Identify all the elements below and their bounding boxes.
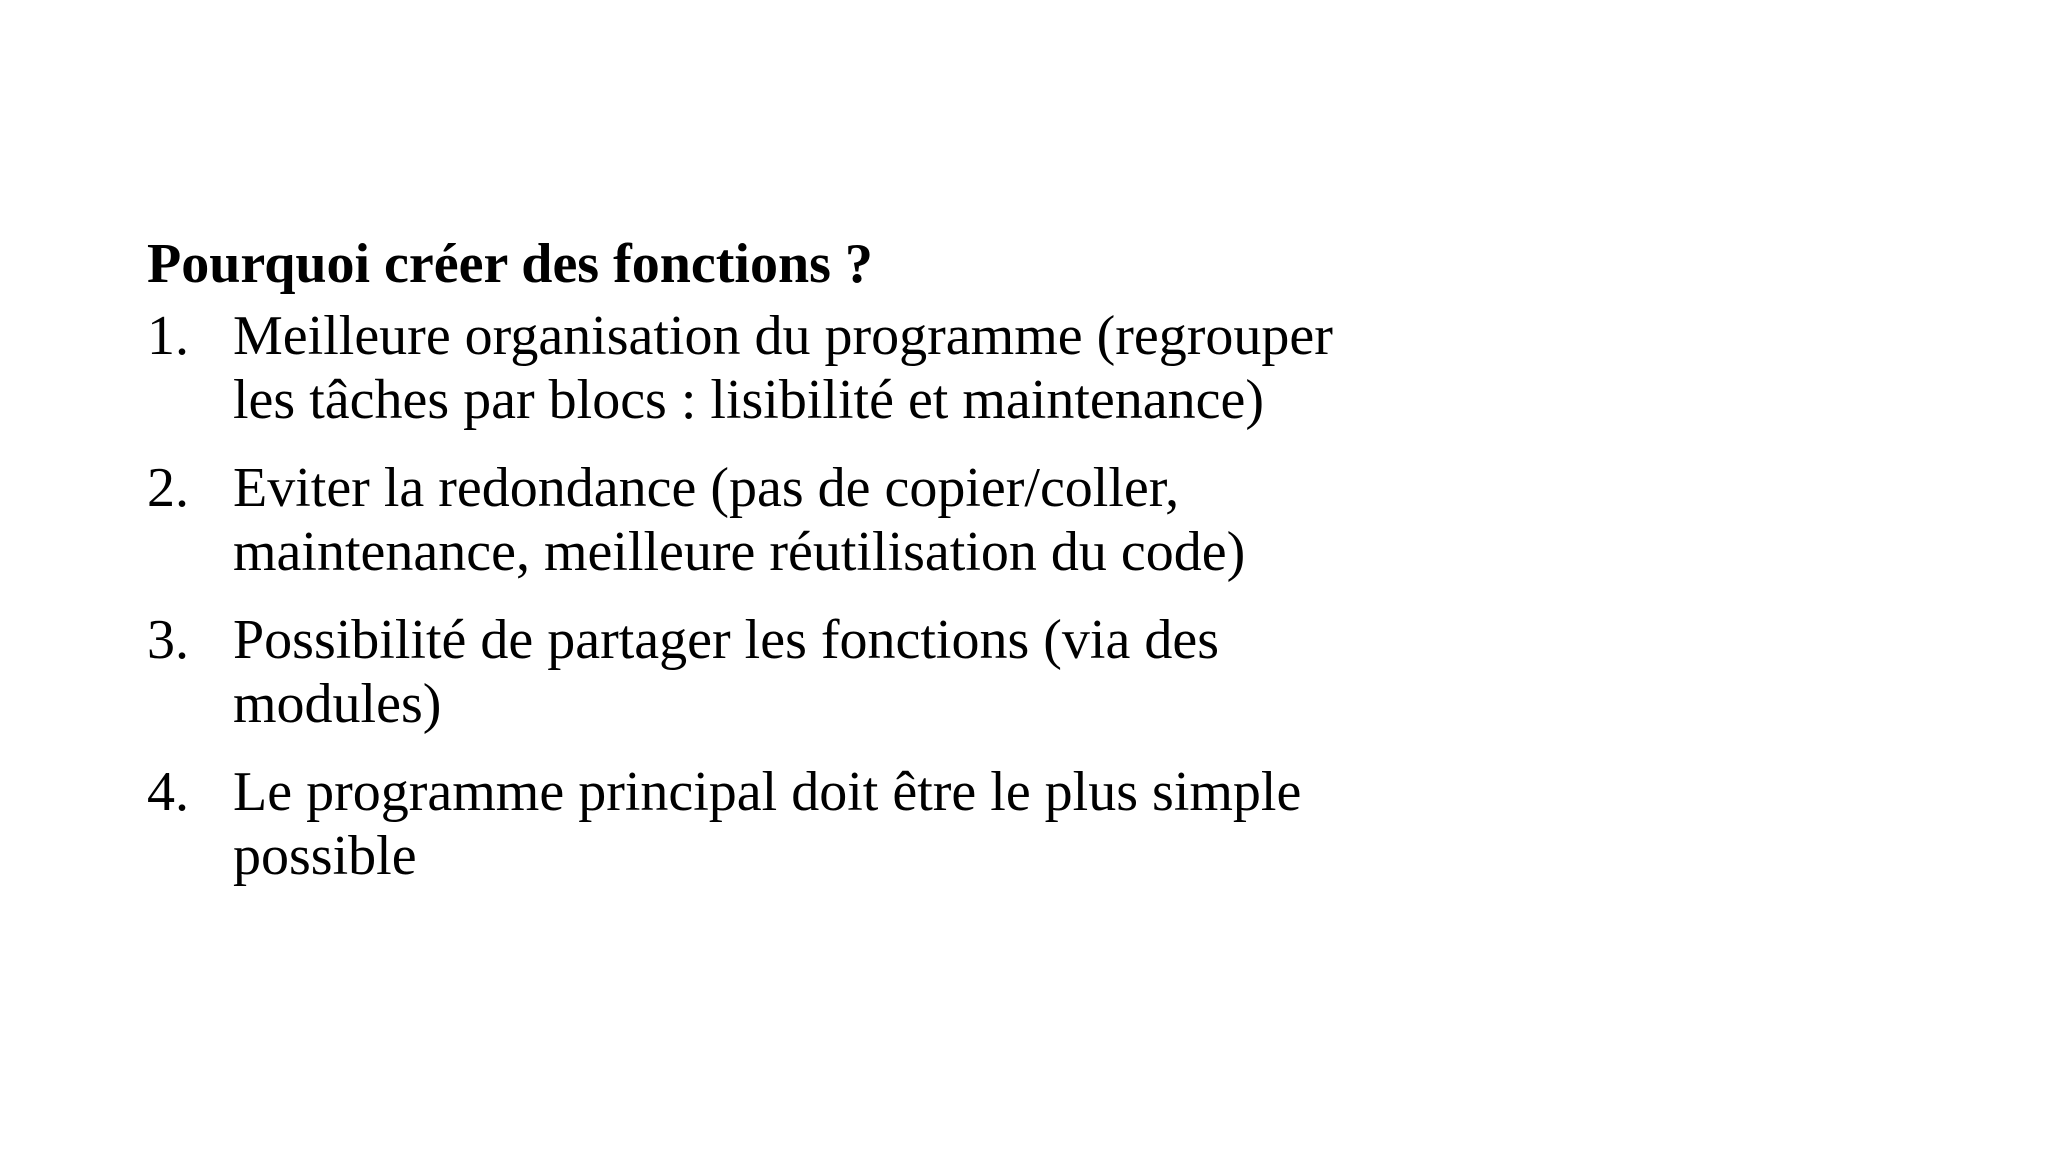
list-item-number: 2.: [147, 457, 189, 519]
list-item-text: Le programme principal doit être le plus simple possible: [233, 761, 1302, 887]
list-item: [147, 456, 1547, 584]
list-item-text: Possibilité de partager les fonctions (via des modules): [233, 609, 1219, 735]
list-item-number: 1.: [147, 305, 189, 367]
slide-content: [147, 228, 1547, 912]
list-item-number: 3.: [147, 609, 189, 671]
list-item: [147, 608, 1547, 736]
list-item-number: 4.: [147, 761, 189, 823]
numbered-list: [147, 304, 1547, 888]
list-item: [147, 304, 1547, 432]
slide-title: Pourquoi créer des fonctions ?: [147, 233, 873, 295]
list-item: [147, 760, 1547, 888]
list-item-text: Eviter la redondance (pas de copier/coller, maintenance, meilleure réutilisation du code): [233, 457, 1246, 583]
list-item-text: Meilleure organisation du programme (regrouper les tâches par blocs : lisibilité et maintenance): [233, 305, 1333, 431]
